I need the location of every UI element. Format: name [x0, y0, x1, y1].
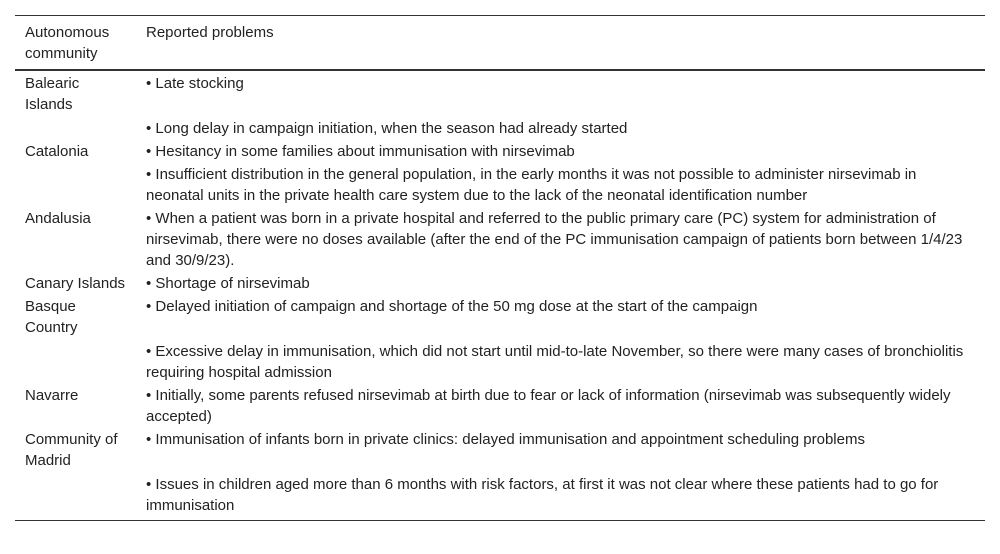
table-row	[15, 70, 985, 116]
problem-cell: • Excessive delay in immunisation, which did not start until mid-to-late November, so there were many cases of bronchiolitis requiring hospital admission	[146, 343, 964, 381]
community-cell: Basque Country	[25, 298, 78, 336]
table-row	[15, 384, 985, 428]
community-cell	[15, 116, 136, 140]
table-row	[15, 163, 985, 207]
problem-cell: • Delayed initiation of campaign and shortage of the 50 mg dose at the start of the campaign	[146, 298, 758, 315]
header-autonomous-community: Autonomous community	[25, 24, 110, 62]
table-row	[15, 207, 985, 272]
table-row	[15, 472, 985, 521]
problem-cell: • Immunisation of infants born in private clinics: delayed immunisation and appointment scheduling problems	[146, 431, 865, 448]
problem-cell: • Initially, some parents refused nirsevimab at birth due to fear or lack of information (nirsevimab was subsequently widely accepted)	[146, 387, 951, 425]
community-cell: Balearic Islands	[25, 75, 80, 113]
table-row	[15, 295, 985, 339]
community-cell	[15, 472, 136, 521]
problem-cell: • Late stocking	[146, 75, 244, 92]
problem-cell: • Shortage of nirsevimab	[146, 275, 310, 292]
problem-cell: • Issues in children aged more than 6 months with risk factors, at first it was not clear where these patients had to go for immunisation	[146, 476, 939, 514]
community-cell	[15, 339, 136, 384]
problems-table	[15, 15, 985, 521]
table-header	[15, 16, 985, 71]
table-row	[15, 140, 985, 163]
problem-cell: • Hesitancy in some families about immunisation with nirsevimab	[146, 143, 575, 160]
header-reported-problems: Reported problems	[146, 24, 274, 41]
table-body	[15, 70, 985, 521]
problem-cell: • Long delay in campaign initiation, when the season had already started	[146, 120, 628, 137]
community-cell	[15, 163, 136, 207]
table-row	[15, 116, 985, 140]
community-cell: Catalonia	[25, 143, 89, 160]
community-cell: Andalusia	[25, 210, 91, 227]
table-row	[15, 428, 985, 472]
community-cell: Community of Madrid	[25, 431, 118, 469]
problem-cell: • Insufficient distribution in the general population, in the early months it was not possible to administer nirsevimab in neonatal units in the private health care system due to the lack of the neonatal identification number	[146, 166, 917, 204]
problems-table-container	[15, 15, 985, 521]
table-row	[15, 339, 985, 384]
problem-cell: • When a patient was born in a private hospital and referred to the public primary care (PC) system for administration of nirsevimab, there were no doses available (after the end of the PC immunisation campaign of patients born between 1/4/23 and 30/9/23).	[146, 210, 963, 269]
table-row	[15, 272, 985, 295]
community-cell: Navarre	[25, 387, 79, 404]
header-row	[15, 16, 985, 71]
community-cell: Canary Islands	[25, 275, 126, 292]
